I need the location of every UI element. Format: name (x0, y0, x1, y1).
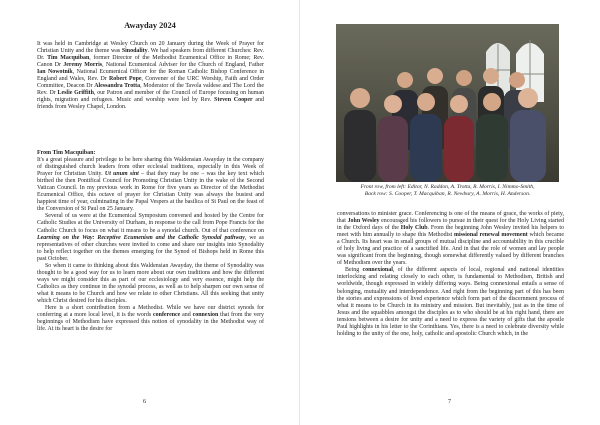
paragraph-3: So when it came to thinking about this Waldensian Awayday, the theme of Synodality was thought to be a good way for us to learn more about our own traditions and how the different ways we might consider this as part of our ecclesiology and very essence, might help the Catholics as they continue in the synodal process, as well as to help sharpen our own sense of what it means to be Church and how we relate to other Christians. All this seeking that unity which Christ desired for his disciples. (37, 262, 264, 304)
intro-paragraph (37, 41, 264, 111)
group-photo-image (336, 24, 559, 182)
paragraph-6: Being connexional, of the different aspects of local, regional and national identities interlocking and relating closely to each other, is fundamental to Methodism, British and worldwide, though expressed in widely differing ways. Being connexional entails a sense of belonging, mutuality and interdependence. And right from the beginning part of this has been the stories and expressions of lived experience which form part of the discernment process of what it means to be Church in its ministry and mission. But inevitably, just as in the time of Jesus and the squabbles amongst the disciples as to who should be at his right hand, there are tensions between a desire for unity and a need to express the variety of gifts that the apostle Paul highlights in his letter to the Corinthians. Yes, there is a need to celebrate diversity while holding to the unity of the one, holy, catholic and apostolic Church which, in the (337, 267, 564, 337)
page-title: Awayday 2024 (124, 21, 176, 30)
paragraph-5: conversations to minister grace. Conferencing is one of the means of grace, the works of piety, that John Wesley encouraged his followers to pursue in their quest for the Holy Living started in the Oxford days of the Holy Club. From the beginning John Wesley invited his helpers to meet with him annually to shape this Methodist missional renewal movement which became a Church. Its heart was in small groups of mutual discipline and accountability in this crucible of holy living and practice of a sanctified life. And in that the role of women and lay people was significant from the beginning, though somewhat differently valued by different branches of Methodism over the years. (337, 211, 564, 267)
intro-text: It was held in Cambridge at Wesley Church on 20 January during the Week of Prayer for Christian Unity and the theme was Sinodality. We had speakers from different Churches: Rev. Dr. Tim Macquiban, former Director of the Methodist Ecumenical Office in Rome; Rev. Canon Dr Jeremy Morris, National Ecumenical Adviser for the Church of England, Father Ian Nowotnik, National Ecumenical Officer for the Roman Catholic Bishop Conference in England and Wales, Rev. Dr Robert Pope, Convener of the URC Worship, Faith and Order Committee, Deacon Dr Alessandra Trotta, Moderator of the Tavola valdese and The Lord the Rev. Dr Leslie Griffith, our Patron and member of the Council of Europe focusing on human rights, migration and refugees. Music and worship were led by Rev. Steven Cooper and friends from Wesley Chapel, London. (37, 41, 264, 111)
paragraph-4: Here is a short contribution from a Methodist. While we have our district synods for conferring at a more local level, it is the words conference and connexion that from the very beginnings of Methodism have expressed this notion of synodality in the Methodist way of life. At its heart is the desire for (37, 305, 265, 333)
page-number-right: 7 (448, 399, 451, 405)
tim-macquiban-section (37, 150, 264, 333)
group-photo (336, 24, 559, 182)
section-heading: From Tim Macquiban: (37, 150, 96, 156)
continued-text (337, 211, 564, 338)
page-number-left: 6 (143, 399, 146, 405)
paragraph-2: Several of us were at the Ecumenical Symposium convened and hosted by the Centre for Catholic Studies at the University of Durham, in response to the call from Pope Francis for the Catholic Church to focus on what it means to be a synodal church. Out of that conference on Learning on the Way: Receptive Ecumenism and the Catholic Synodal pathway, we as representatives of other churches were invited to come and share our insights into Synodality to help reflect together on the themes emerging for the Synod of Bishops held in Rome this past October. (37, 213, 264, 262)
right-page (300, 0, 600, 425)
paragraph-1: It's a great pleasure and privilege to be here sharing this Waldensian Awayday in the company of distinguished church leaders from other ecclesial traditions, especially in this Week of Prayer for Christian Unity. Ut unum sint – that they may be one – was the key text which birthed the then Pontifical Council for Promoting Christian Unity in the wake of the Second Vatican Council. In my previous work in Rome for five years as Director of the Methodist Ecumenical Office, this octave of prayer for Christian Unity was always the busiest and happiest time of year, culminating in the Papal Vespers at the basilica of St Paul on the feast of the Conversion of St Paul on 25 January. (37, 157, 265, 213)
photo-caption: Front row, from left: Editor, N. Raddon, A. Trotta, R. Morris, I. Nimmo-Smith, Back row: S. Cooper, T. Macquiban, R. Newbury, A. Morris, H. Anderson. (360, 184, 535, 197)
